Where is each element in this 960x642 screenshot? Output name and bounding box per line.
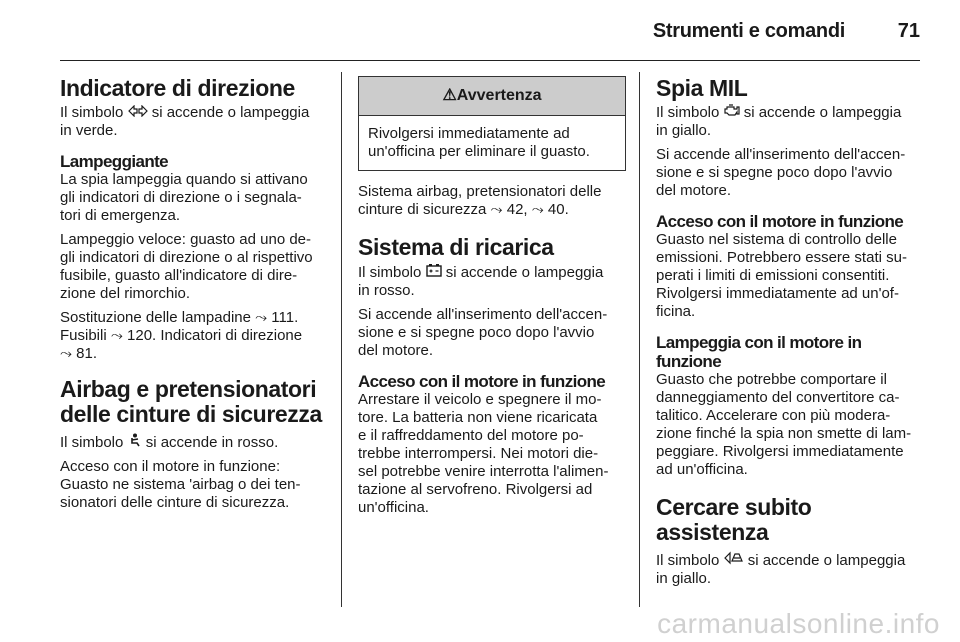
text: si accende o lampeggia in rosso. — [358, 264, 604, 299]
column-1 — [60, 76, 330, 518]
arrows-icon — [128, 104, 148, 122]
paragraph — [358, 263, 626, 300]
subsection-heading: Lampeggiante — [60, 152, 169, 171]
seat-airbag-icon — [128, 433, 142, 452]
text: si accende o lampeggia in verde. — [60, 104, 310, 139]
paragraph: La spia lampeggia quando si attivano gli indicatori di direzione o i segnala- tori di emergenza. — [60, 171, 308, 224]
paragraph: Sostituzione delle lampadine ⤳ 111. Fusibili ⤳ 120. Indicatori di direzione ⤳ 81. — [60, 309, 303, 362]
column-3 — [656, 76, 926, 594]
column-divider — [341, 72, 342, 607]
paragraph: Si accende all'inserimento dell'accen- sione e si spegne poco dopo l'avvio del motore. — [656, 146, 906, 199]
paragraph: Lampeggio veloce: guasto ad uno de- gli indicatori di direzione o al rispettivo fusibile, guasto all'indicatore di dire- zione del rimorchio. — [60, 231, 313, 302]
paragraph — [60, 104, 330, 140]
section-heading: Indicatore di direzione — [60, 75, 295, 101]
battery-icon — [426, 263, 442, 282]
paragraph: Sistema airbag, pretensionatori delle cinture di sicurezza ⤳ 42, ⤳ 40. — [358, 183, 602, 218]
text: si accende o lampeggia in giallo. — [656, 104, 902, 139]
wrench-car-icon — [724, 551, 744, 570]
paragraph — [656, 551, 926, 588]
section-heading: Sistema di ricarica — [358, 234, 554, 260]
subsection-heading: Acceso con il motore in funzione — [656, 212, 904, 231]
warning-icon: ⚠ — [442, 87, 457, 104]
engine-icon — [724, 104, 740, 122]
text: Il simbolo — [60, 104, 128, 121]
text: Il simbolo — [656, 552, 724, 569]
section-heading: Airbag e pretensionatori delle cinture di sicurezza — [60, 376, 322, 427]
section-heading: Spia MIL — [656, 75, 748, 101]
text: si accende o lampeggia in giallo. — [656, 552, 906, 587]
paragraph: Guasto che potrebbe comportare il danneggiamento del convertitore ca- talitico. Accelerare con più modera- zione finché la spia non smette di lam- peggiare. Rivolgersi immediatamente ad un'officina. — [656, 371, 912, 478]
text: Il simbolo — [656, 104, 724, 121]
warning-box — [358, 76, 626, 171]
column-2 — [358, 76, 626, 523]
warning-title: Avvertenza — [456, 87, 542, 104]
text: Il simbolo — [60, 434, 128, 451]
paragraph: Acceso con il motore in funzione: Guasto ne sistema 'airbag o dei ten- sionatori delle cinture di sicurezza. — [60, 458, 301, 511]
subsection-heading: Lampeggia con il motore in funzione — [656, 333, 862, 371]
paragraph: Arrestare il veicolo e spegnere il mo- tore. La batteria non viene ricaricata e il raffreddamento del motore po- trebbe interrompersi. Nei motori die- sel potrebbe venire interrotta l'alimen- tazione al servofreno. Rivolgersi ad un'officina. — [358, 391, 609, 516]
header-rule — [60, 60, 920, 61]
warning-header — [359, 77, 625, 116]
paragraph: Si accende all'inserimento dell'accen- sione e si spegne poco dopo l'avvio del motore. — [358, 306, 608, 359]
column-divider — [639, 72, 640, 607]
paragraph — [656, 104, 926, 140]
watermark: carmanualsonline.info — [657, 608, 940, 639]
warning-text: Rivolgersi immediatamente ad un'officina per eliminare il guasto. — [368, 125, 590, 160]
paragraph — [60, 433, 330, 452]
section-heading: Cercare subito assistenza — [656, 494, 812, 545]
page-header-title: Strumenti e comandi — [652, 20, 845, 42]
page-number: 71 — [897, 20, 920, 42]
text: Il simbolo — [358, 264, 426, 281]
text: si accende in rosso. — [141, 434, 279, 451]
subsection-heading: Acceso con il motore in funzione — [358, 372, 606, 391]
paragraph: Guasto nel sistema di controllo delle emissioni. Potrebbero essere stati su- perati i limiti di emissioni consentiti. Rivolgersi immediatamente ad un'of- ficina. — [656, 231, 907, 320]
